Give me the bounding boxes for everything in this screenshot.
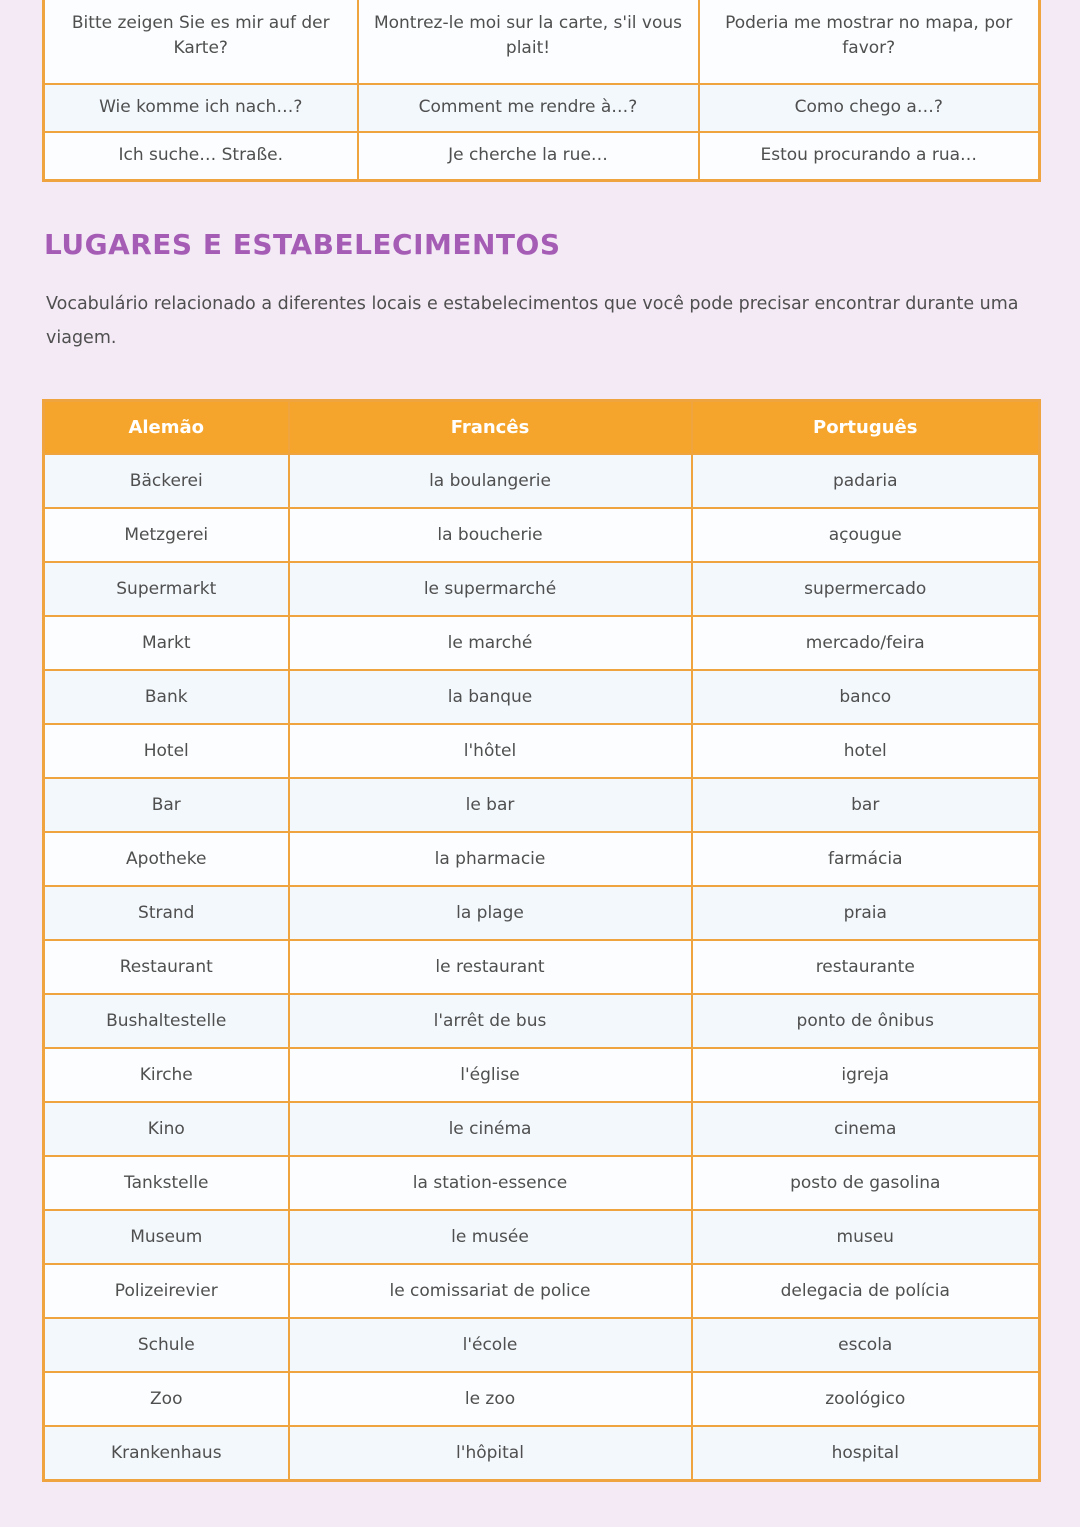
table-cell: Schule — [44, 1318, 289, 1372]
table-cell: museu — [692, 1210, 1040, 1264]
table-cell: le zoo — [289, 1372, 692, 1426]
table-row — [44, 1210, 1040, 1264]
table-cell: açougue — [692, 508, 1040, 562]
table-row — [44, 1426, 1040, 1481]
table-row — [44, 994, 1040, 1048]
table-cell: Bar — [44, 778, 289, 832]
table-cell: zoológico — [692, 1372, 1040, 1426]
table-cell: Bäckerei — [44, 454, 289, 508]
table-row — [44, 1048, 1040, 1102]
table-cell: supermercado — [692, 562, 1040, 616]
table-cell: Kino — [44, 1102, 289, 1156]
table-cell: Tankstelle — [44, 1156, 289, 1210]
table-cell: ponto de ônibus — [692, 994, 1040, 1048]
table-cell: Restaurant — [44, 940, 289, 994]
table-row — [44, 1102, 1040, 1156]
table-cell: Hotel — [44, 724, 289, 778]
table-cell: le restaurant — [289, 940, 692, 994]
table-cell: le supermarché — [289, 562, 692, 616]
table-cell: Bushaltestelle — [44, 994, 289, 1048]
table-row — [44, 1372, 1040, 1426]
table-cell: Krankenhaus — [44, 1426, 289, 1481]
table-cell: escola — [692, 1318, 1040, 1372]
table-cell: Polizeirevier — [44, 1264, 289, 1318]
table-cell: la station-essence — [289, 1156, 692, 1210]
table-row — [44, 940, 1040, 994]
table-cell: Comment me rendre à…? — [358, 84, 699, 132]
table-cell: bar — [692, 778, 1040, 832]
table-cell: Montrez-le moi sur la carte, s'il vous plait! — [358, 0, 699, 84]
table-cell: Museum — [44, 1210, 289, 1264]
phrases-table — [42, 0, 1041, 182]
table-cell: delegacia de polícia — [692, 1264, 1040, 1318]
table-header-row — [44, 401, 1040, 455]
table-cell: l'arrêt de bus — [289, 994, 692, 1048]
table-cell: banco — [692, 670, 1040, 724]
table-cell: posto de gasolina — [692, 1156, 1040, 1210]
table-row — [44, 832, 1040, 886]
table-cell: restaurante — [692, 940, 1040, 994]
table-row — [44, 1318, 1040, 1372]
table-row — [44, 724, 1040, 778]
section-description: Vocabulário relacionado a diferentes locais e estabelecimentos que você pode precisar encontrar durante uma viagem. — [46, 294, 1019, 349]
table-cell: farmácia — [692, 832, 1040, 886]
table-cell: Estou procurando a rua… — [699, 132, 1040, 181]
table-cell: la boulangerie — [289, 454, 692, 508]
table-cell: Apotheke — [44, 832, 289, 886]
column-header-portugues: Português — [692, 401, 1040, 455]
table-row — [44, 670, 1040, 724]
table-cell: Bank — [44, 670, 289, 724]
table-cell: Bitte zeigen Sie es mir auf der Karte? — [44, 0, 358, 84]
table-cell: le bar — [289, 778, 692, 832]
table-row — [44, 886, 1040, 940]
table-cell: la pharmacie — [289, 832, 692, 886]
table-cell: Strand — [44, 886, 289, 940]
table-row — [44, 0, 1040, 84]
table-cell: Como chego a…? — [699, 84, 1040, 132]
table-cell: l'hôpital — [289, 1426, 692, 1481]
table-cell: hospital — [692, 1426, 1040, 1481]
table-cell: cinema — [692, 1102, 1040, 1156]
table-cell: la banque — [289, 670, 692, 724]
table-cell: le comissariat de police — [289, 1264, 692, 1318]
table-cell: igreja — [692, 1048, 1040, 1102]
table-cell: Kirche — [44, 1048, 289, 1102]
table-cell: praia — [692, 886, 1040, 940]
table-row — [44, 562, 1040, 616]
table-row — [44, 84, 1040, 132]
table-cell: padaria — [692, 454, 1040, 508]
table-cell: l'église — [289, 1048, 692, 1102]
table-cell: le musée — [289, 1210, 692, 1264]
table-row — [44, 508, 1040, 562]
table-row — [44, 132, 1040, 181]
table-row — [44, 778, 1040, 832]
table-cell: Je cherche la rue… — [358, 132, 699, 181]
table-cell: Ich suche… Straße. — [44, 132, 358, 181]
table-cell: Supermarkt — [44, 562, 289, 616]
table-cell: le cinéma — [289, 1102, 692, 1156]
table-cell: Poderia me mostrar no mapa, por favor? — [699, 0, 1040, 84]
table-cell: Metzgerei — [44, 508, 289, 562]
table-cell: la boucherie — [289, 508, 692, 562]
table-row — [44, 454, 1040, 508]
column-header-alemao: Alemão — [44, 401, 289, 455]
table-cell: l'école — [289, 1318, 692, 1372]
table-cell: le marché — [289, 616, 692, 670]
table-cell: l'hôtel — [289, 724, 692, 778]
table-row — [44, 1156, 1040, 1210]
table-row — [44, 1264, 1040, 1318]
column-header-frances: Francês — [289, 401, 692, 455]
section-title: LUGARES E ESTABELECIMENTOS — [44, 228, 561, 261]
table-cell: Wie komme ich nach…? — [44, 84, 358, 132]
table-cell: mercado/feira — [692, 616, 1040, 670]
table-row — [44, 616, 1040, 670]
table-cell: Zoo — [44, 1372, 289, 1426]
table-cell: la plage — [289, 886, 692, 940]
table-cell: hotel — [692, 724, 1040, 778]
places-table — [42, 399, 1041, 1482]
table-cell: Markt — [44, 616, 289, 670]
